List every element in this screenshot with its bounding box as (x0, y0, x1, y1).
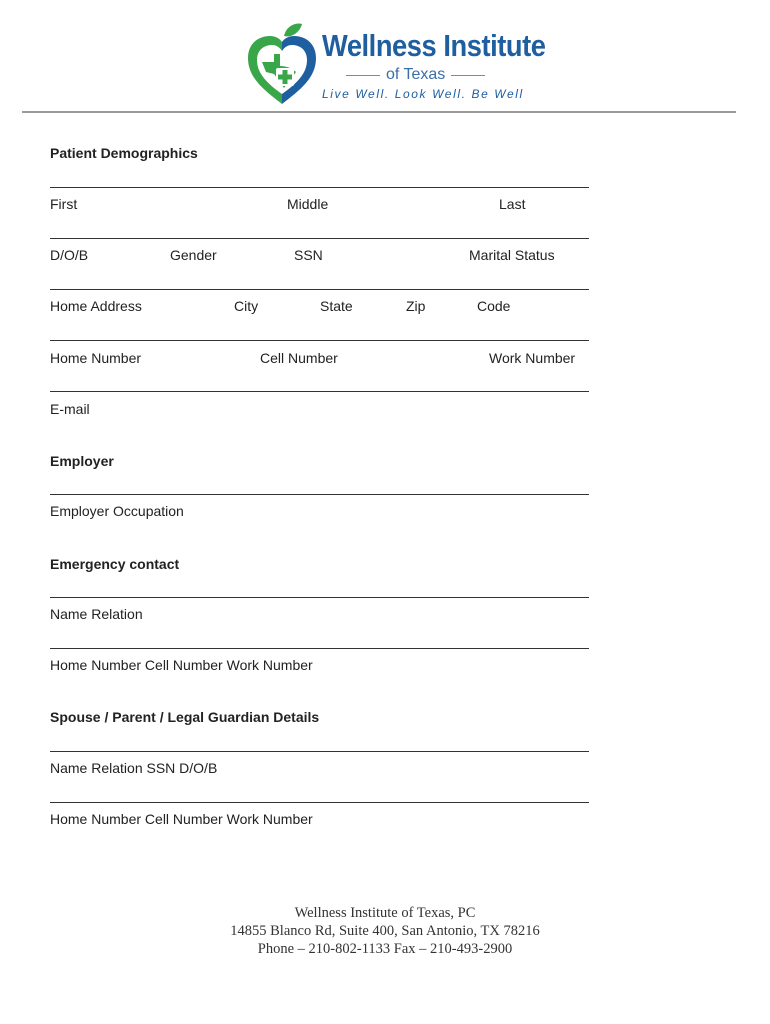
logo-subtitle (346, 66, 485, 84)
label-employer-occupation: Employer Occupation (50, 503, 184, 519)
employer-input-line[interactable] (50, 494, 589, 495)
footer-company-name: Wellness Institute of Texas, PC (294, 905, 476, 921)
header-divider (22, 111, 736, 113)
label-emergency-phones: Home Number Cell Number Work Number (50, 657, 313, 673)
label-home-number: Home Number (50, 350, 142, 366)
section-emergency-contact: Emergency contact (50, 556, 180, 572)
label-state: State (320, 298, 353, 314)
address-input-line[interactable] (50, 289, 589, 290)
label-guardian-phones: Home Number Cell Number Work Number (50, 811, 313, 827)
name-input-line[interactable] (50, 187, 589, 188)
label-code: Code (477, 298, 511, 314)
footer-address: 14855 Blanco Rd, Suite 400, San Antonio, TX 78216 (230, 923, 540, 939)
phone-input-line[interactable] (50, 340, 589, 341)
section-patient-demographics: Patient Demographics (50, 145, 198, 161)
guardian-phone-input-line[interactable] (50, 802, 589, 803)
label-marital-status: Marital Status (469, 247, 555, 263)
company-logo (244, 22, 544, 106)
label-last: Last (499, 196, 526, 212)
label-middle: Middle (287, 196, 329, 212)
logo-tagline: Live Well. Look Well. Be Well (322, 87, 524, 101)
label-first: First (50, 196, 78, 212)
logo-title: Wellness Institute (322, 28, 546, 63)
label-city: City (234, 298, 259, 314)
logo-divider (346, 75, 380, 76)
label-dob: D/O/B (50, 247, 89, 263)
emergency-name-input-line[interactable] (50, 597, 589, 598)
label-emergency-name-relation: Name Relation (50, 606, 143, 622)
email-input-line[interactable] (50, 391, 589, 392)
section-employer: Employer (50, 453, 114, 469)
logo-subtitle-text: of Texas (386, 66, 446, 83)
footer-phone-fax: Phone – 210-802-1133 Fax – 210-493-2900 (257, 941, 513, 957)
label-ssn: SSN (294, 247, 323, 263)
label-gender: Gender (170, 247, 217, 263)
personal-input-line[interactable] (50, 238, 589, 239)
apple-heart-logo-icon (244, 22, 320, 106)
logo-divider (451, 75, 485, 76)
label-home-address: Home Address (50, 298, 142, 314)
label-work-number: Work Number (489, 350, 576, 366)
label-zip: Zip (406, 298, 426, 314)
section-guardian: Spouse / Parent / Legal Guardian Details (50, 709, 320, 725)
label-guardian-name-relation: Name Relation SSN D/O/B (50, 760, 218, 776)
guardian-name-input-line[interactable] (50, 751, 589, 752)
emergency-phone-input-line[interactable] (50, 648, 589, 649)
label-email: E-mail (50, 401, 90, 417)
label-cell-number: Cell Number (260, 350, 338, 366)
